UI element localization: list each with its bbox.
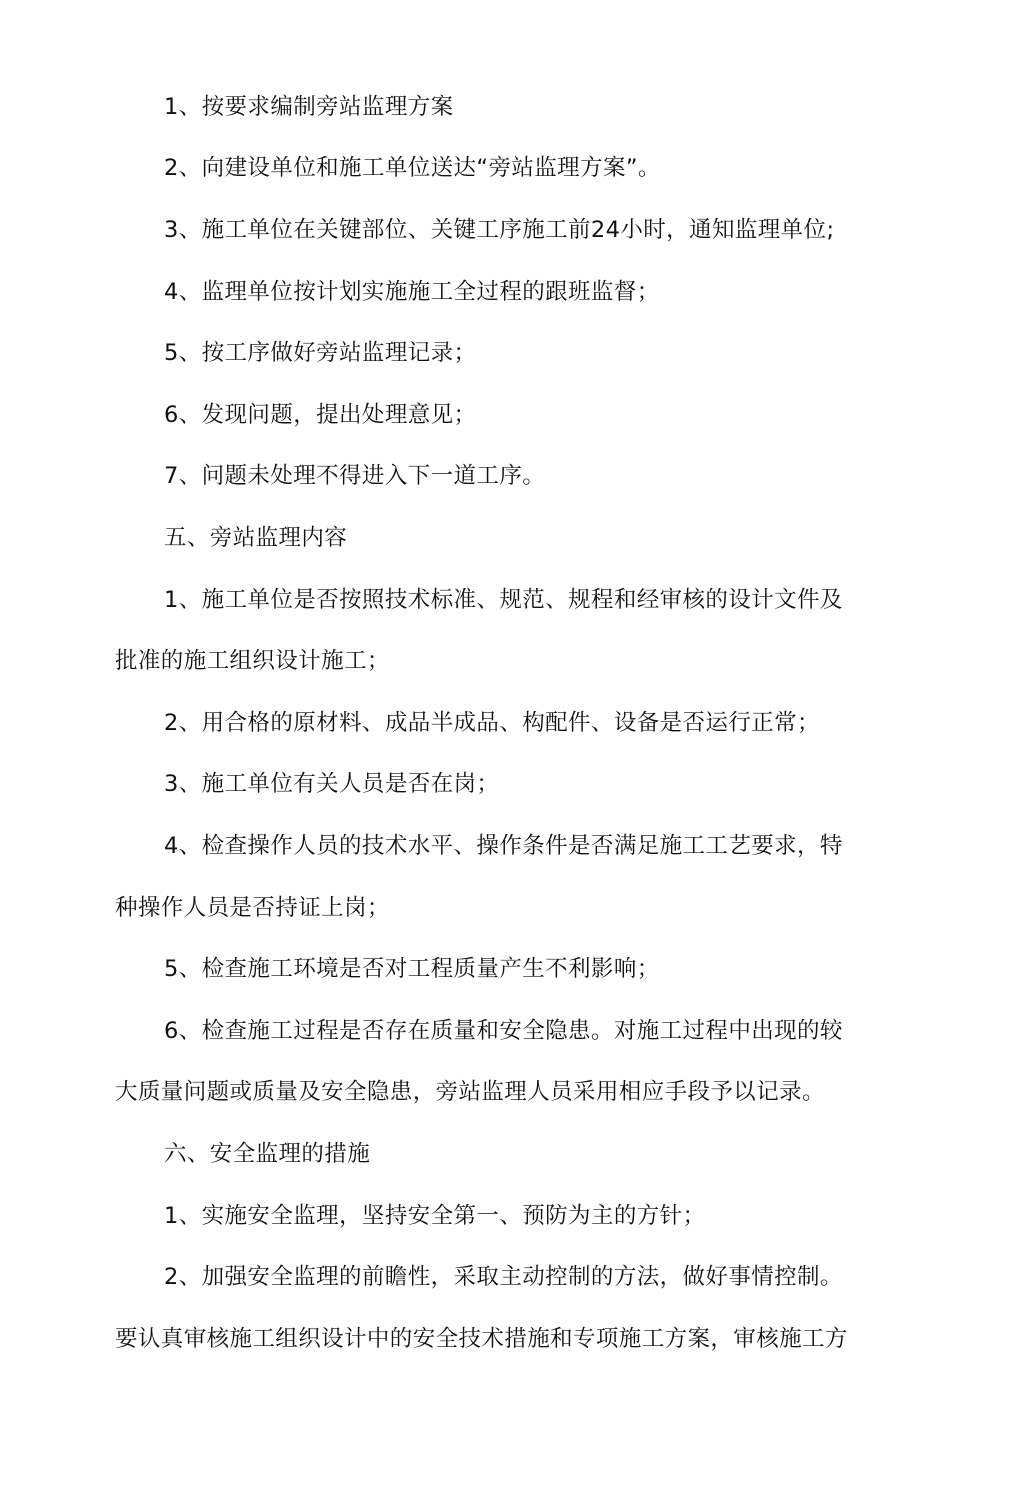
text-line-5: 5、按工序做好旁站监理记录； <box>164 340 477 366</box>
text-line-12: 3、施工单位有关人员是否在岗； <box>164 771 500 797</box>
text-line-17: 大质量问题或质量及安全隐患，旁站监理人员采用相应手段予以记录。 <box>115 1079 825 1105</box>
text-line-19: 1、实施安全监理，坚持安全第一、预防为主的方针； <box>164 1203 706 1229</box>
text-line-11: 2、用合格的原材料、成品半成品、构配件、设备是否运行正常； <box>164 710 820 736</box>
text-line-14: 种操作人员是否持证上岗； <box>115 895 390 921</box>
section-heading-6: 六、安全监理的措施 <box>164 1141 371 1167</box>
text-line-10: 批准的施工组织设计施工； <box>115 648 390 674</box>
text-line-7: 7、问题未处理不得进入下一道工序。 <box>164 463 546 489</box>
text-line-4: 4、监理单位按计划实施施工全过程的跟班监督； <box>164 279 660 305</box>
text-line-21: 要认真审核施工组织设计中的安全技术措施和专项施工方案，审核施工方 <box>115 1326 848 1352</box>
text-line-3: 3、施工单位在关键部位、关键工序施工前24小时，通知监理单位; <box>164 217 835 243</box>
section-heading-5: 五、旁站监理内容 <box>164 525 348 551</box>
text-line-9: 1、施工单位是否按照技术标准、规范、规程和经审核的设计文件及 <box>164 587 843 613</box>
text-line-15: 5、检查施工环境是否对工程质量产生不利影响； <box>164 956 660 982</box>
text-line-16: 6、检查施工过程是否存在质量和安全隐患。对施工过程中出现的较 <box>164 1018 843 1044</box>
text-line-13: 4、检查操作人员的技术水平、操作条件是否满足施工工艺要求，特 <box>164 833 843 859</box>
text-line-20: 2、加强安全监理的前瞻性，采取主动控制的方法，做好事情控制。 <box>164 1264 843 1290</box>
text-line-2: 2、向建设单位和施工单位送达“旁站监理方案”。 <box>164 155 661 181</box>
text-line-6: 6、发现问题，提出处理意见； <box>164 402 477 428</box>
text-line-1: 1、按要求编制旁站监理方案 <box>164 94 454 120</box>
